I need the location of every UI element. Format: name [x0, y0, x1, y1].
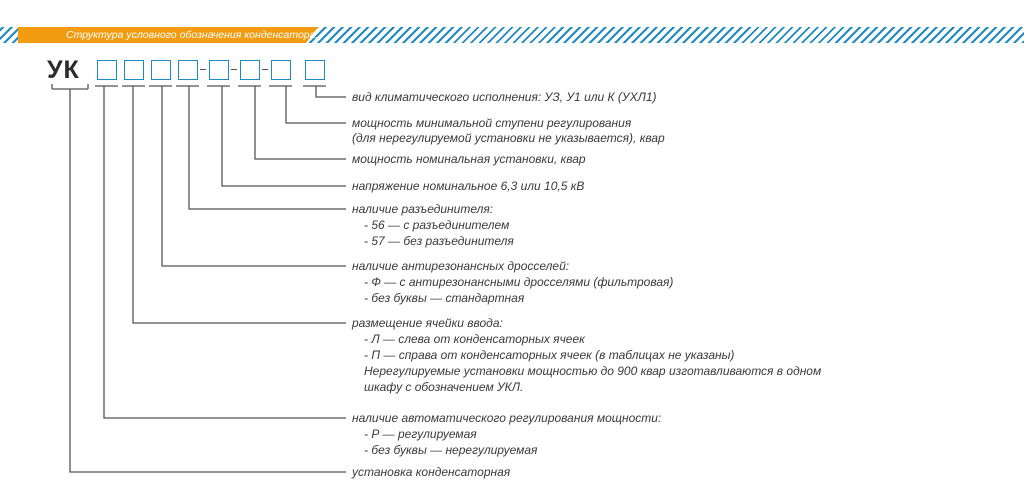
- desc-disconnector: наличие разъединителя:: [352, 202, 494, 216]
- desc-auto-regulation-r: - Р — регулируемая: [364, 427, 477, 441]
- desc-disconnector-57: - 57 — без разъединителя: [364, 234, 514, 248]
- desc-input-cell-note-2: шкафу с обозначением УКЛ.: [364, 380, 524, 394]
- desc-min-step-1: мощность минимальной ступени регулирования: [352, 116, 632, 130]
- leader-auto-regulation: [104, 86, 346, 418]
- desc-input-cell-l: - Л — слева от конденсаторных ячеек: [364, 332, 585, 346]
- desc-input-cell-p: - П — справа от конденсаторных ячеек (в таблицах не указаны): [364, 348, 735, 362]
- desc-input-cell: размещение ячейки ввода:: [352, 316, 503, 330]
- desc-chokes: наличие антирезонансных дросселей:: [352, 259, 570, 273]
- desc-unit: установка конденсаторная: [352, 465, 511, 479]
- code-prefix: УК: [47, 56, 80, 84]
- desc-nominal-power: мощность номинальная установки, квар: [352, 152, 586, 166]
- leader-unit: [70, 89, 346, 472]
- leader-input-cell: [133, 86, 346, 323]
- header-title: Структура условного обозначения конденсатора:: [66, 29, 319, 41]
- desc-input-cell-note-1: Нерегулируемые установки мощностью до 900 квар изготавливаются в одном: [364, 364, 822, 378]
- desc-climatic: вид климатического исполнения: УЗ, У1 или К (УХЛ1): [352, 90, 657, 104]
- desc-chokes-f: - Ф — с антирезонансными дросселями (фильтровая): [364, 275, 674, 289]
- desc-chokes-none: - без буквы — стандартная: [364, 291, 525, 305]
- desc-auto-regulation: наличие автоматического регулирования мощности:: [352, 411, 662, 425]
- desc-auto-regulation-none: - без буквы — нерегулируемая: [364, 443, 538, 457]
- desc-min-step-2: (для нерегулируемой установки не указывается), квар: [352, 131, 665, 145]
- desc-disconnector-56: - 56 — с разъединителем: [364, 218, 510, 232]
- leader-climatic: [316, 86, 346, 97]
- leader-disconnector: [189, 86, 346, 209]
- desc-voltage: напряжение номинальное 6,3 или 10,5 кВ: [352, 179, 585, 193]
- leader-voltage: [222, 86, 346, 186]
